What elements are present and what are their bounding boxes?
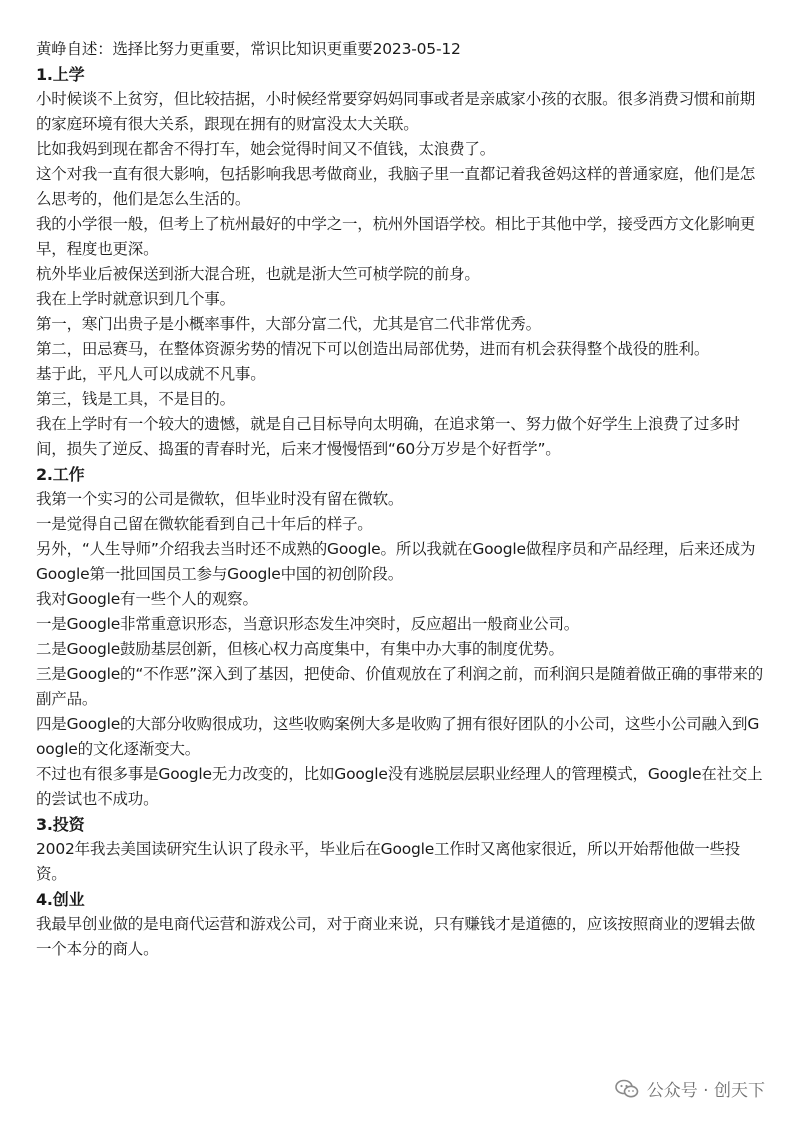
paragraph: 不过也有很多事是Google无力改变的，比如Google没有逃脱层层职业经理人的管理模式，Google在社交上的尝试也不成功。 [36, 765, 763, 808]
paragraph: 小时候谈不上贫穷，但比较拮据，小时候经常要穿妈妈同事或者是亲戚家小孩的衣服。很多消费习惯和前期的家庭环境有很大关系，跟现在拥有的财富没太大关联。 [36, 90, 756, 133]
section-heading: 4.创业 [36, 890, 85, 909]
paragraph: 杭外毕业后被保送到浙大混合班，也就是浙大竺可桢学院的前身。 [36, 265, 480, 283]
paragraph: 我在上学时有一个较大的遗憾，就是自己目标导向太明确，在追求第一、努力做个好学生上浪费了过多时间，损失了逆反、捣蛋的青春时光，后来才慢慢悟到“60分万岁是个好哲学”。 [36, 415, 740, 458]
paragraph: 我第一个实习的公司是微软，但毕业时没有留在微软。 [36, 490, 404, 508]
section-heading: 3.投资 [36, 815, 85, 834]
paragraph: 这个对我一直有很大影响，包括影响我思考做商业，我脑子里一直都记着我爸妈这样的普通家庭，他们是怎么思考的，他们是怎么生活的。 [36, 165, 756, 208]
document [36, 37, 766, 962]
document-title: 黄峥自述：选择比努力更重要，常识比知识更重要2023-05-12 [36, 40, 461, 58]
paragraph: 我在上学时就意识到几个事。 [36, 290, 235, 308]
paragraph: 基于此，平凡人可以成就不凡事。 [36, 365, 266, 383]
paragraph: 我对Google有一些个人的观察。 [36, 590, 258, 608]
wechat-icon [615, 1079, 639, 1099]
paragraph: 我的小学很一般，但考上了杭州最好的中学之一，杭州外国语学校。相比于其他中学，接受西方文化影响更早，程度也更深。 [36, 215, 756, 258]
paragraph: 一是Google非常重意识形态，当意识形态发生冲突时，反应超出一般商业公司。 [36, 615, 580, 633]
paragraph: 四是Google的大部分收购很成功，这些收购案例大多是收购了拥有很好团队的小公司，这些小公司融入到Google的文化逐渐变大。 [36, 715, 760, 758]
paragraph: 比如我妈到现在都舍不得打车，她会觉得时间又不值钱，太浪费了。 [36, 140, 496, 158]
paragraph: 二是Google鼓励基层创新，但核心权力高度集中，有集中办大事的制度优势。 [36, 640, 564, 658]
paragraph: 另外，“人生导师”介绍我去当时还不成熟的Google。所以我就在Google做程序员和产品经理，后来还成为Google第一批回国员工参与Google中国的初创阶段。 [36, 540, 756, 583]
section-heading: 2.工作 [36, 465, 85, 484]
paragraph: 一是觉得自己留在微软能看到自己十年后的样子。 [36, 515, 373, 533]
watermark [615, 1076, 765, 1101]
paragraph: 我最早创业做的是电商代运营和游戏公司，对于商业来说，只有赚钱才是道德的，应该按照商业的逻辑去做一个本分的商人。 [36, 915, 756, 958]
paragraph: 第三，钱是工具，不是目的。 [36, 390, 235, 408]
paragraph: 三是Google的“不作恶”深入到了基因，把使命、价值观放在了利润之前，而利润只是随着做正确的事带来的副产品。 [36, 665, 764, 708]
watermark-text: 公众号 · 创天下 [646, 1081, 765, 1101]
section-heading: 1.上学 [36, 65, 85, 84]
paragraph: 2002年我去美国读研究生认识了段永平，毕业后在Google工作时又离他家很近，所以开始帮他做一些投资。 [36, 840, 741, 883]
paragraph: 第一，寒门出贵子是小概率事件，大部分富二代，尤其是官二代非常优秀。 [36, 315, 541, 333]
paragraph: 第二，田忌赛马，在整体资源劣势的情况下可以创造出局部优势，进而有机会获得整个战役的胜利。 [36, 340, 710, 358]
